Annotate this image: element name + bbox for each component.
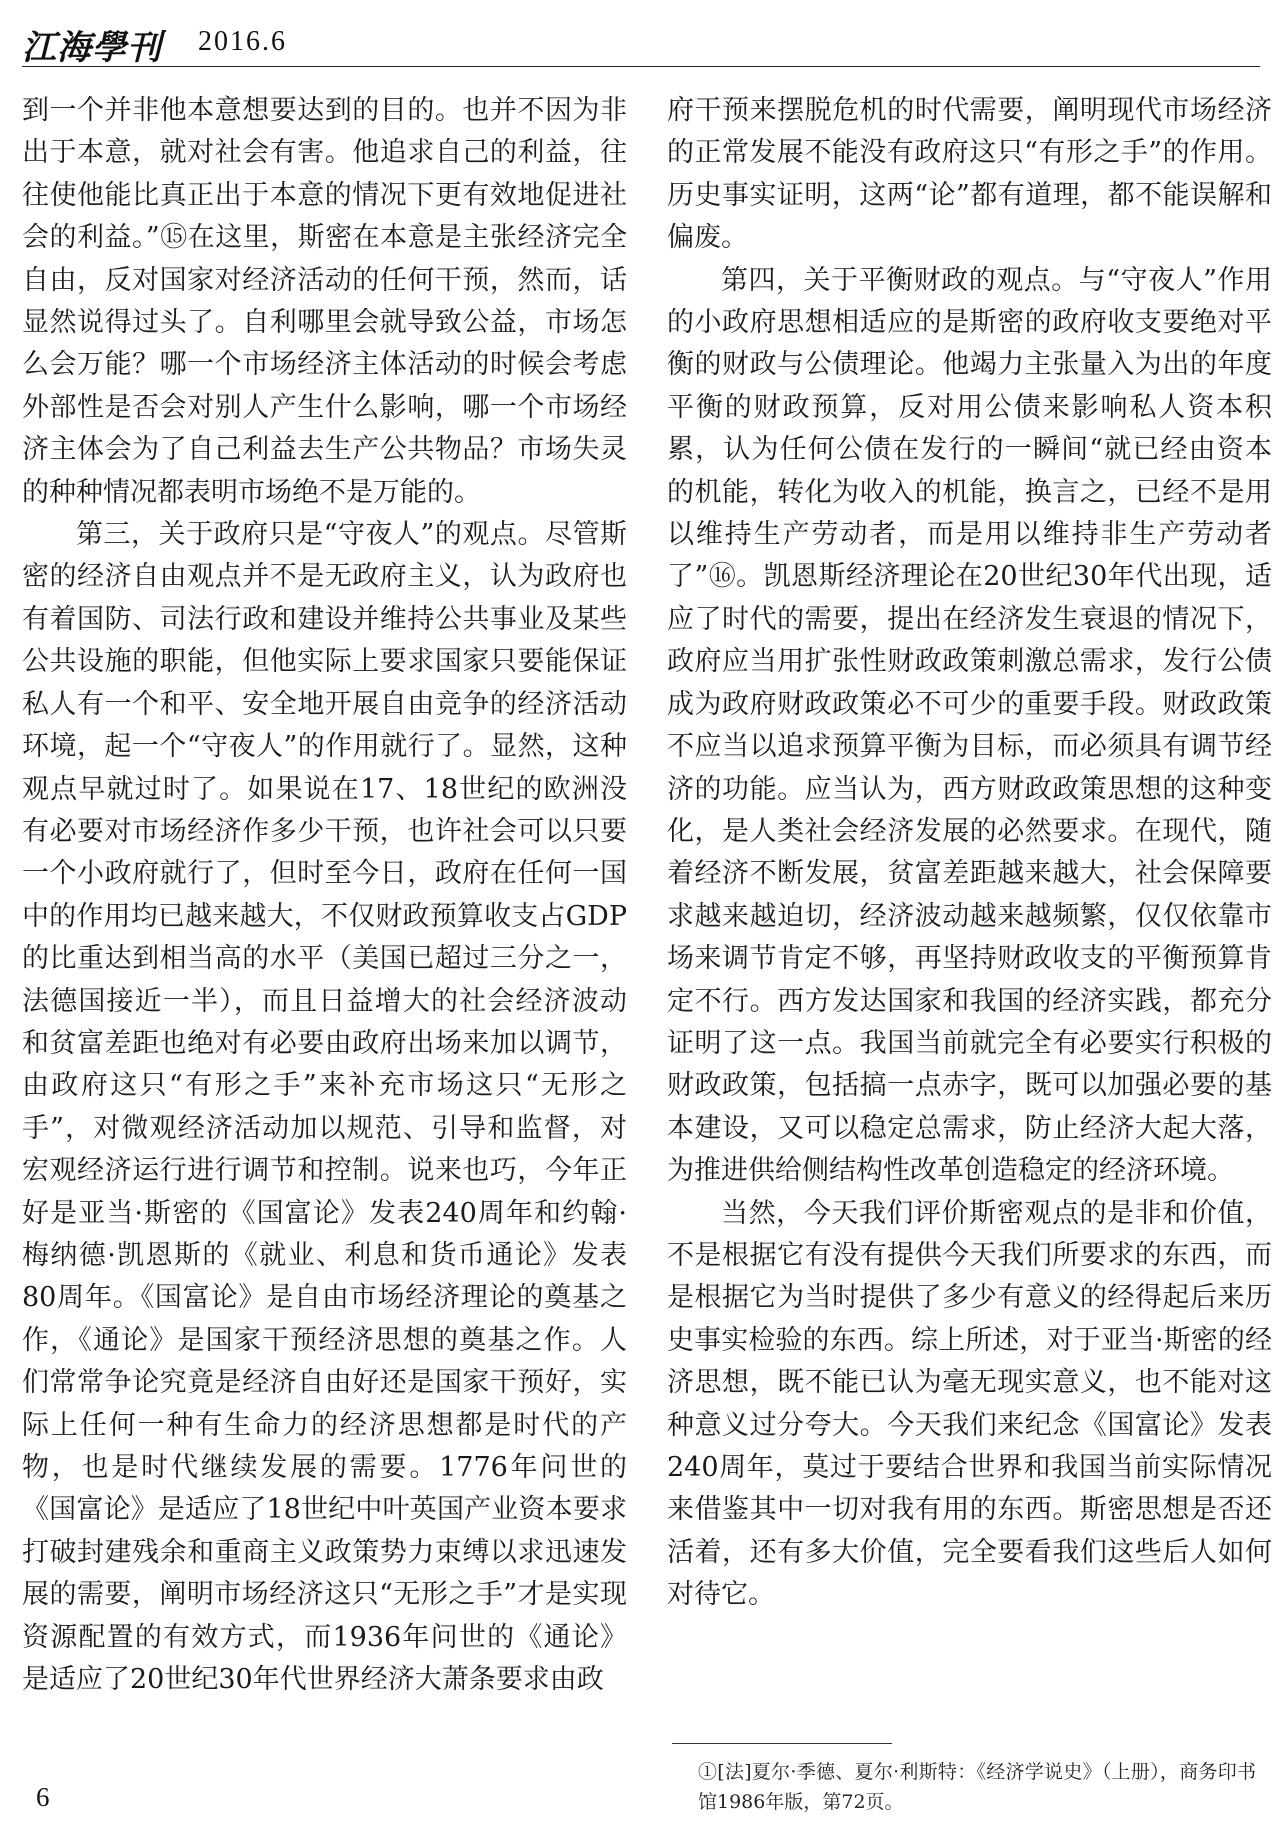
paragraph: 第三，关于政府只是“守夜人”的观点。尽管斯密的经济自由观点并不是无政府主义，认为政府也有着国防、司法行政和建设并维持公共事业及某些公共设施的职能，但他实际上要求国家只要能保证私人有一个和平、安全地开展自由竞争的经济活动环境，起一个“守夜人”的作用就行了。显然，这种观点早就过时了。如果说在17、18世纪的欧洲没有必要对市场经济作多少干预，也许社会可以只要一个小政府就行了，但时至今日，政府在任何一国中的作用均已越来越大，不仅财政预算收支占GDP的比重达到相当高的水平（美国已超过三分之一，法德国接近一半），而且日益增大的社会经济波动和贫富差距也绝对有必要由政府出场来加以调节，由政府这只“有形之手”来补充市场这只“无形之手”，对微观经济活动加以规范、引导和监督，对宏观经济运行进行调节和控制。说来也巧，今年正好是亚当·斯密的《国富论》发表240周年和约翰·梅纳德·凯恩斯的《就业、利息和货币通论》发表80周年。《国富论》是自由市场经济理论的奠基之作，《通论》是国家干预经济思想的奠基之作。人们常常争论究竟是经济自由好还是国家干预好，实际上任何一种有生命力的经济思想都是时代的产物，也是时代继续发展的需要。1776年问世的《国富论》是适应了18世纪中叶英国产业资本要求打破封建残余和重商主义政策势力束缚以求迅速发展的需要，阐明市场经济这只“无形之手”才是实现资源配置的有效方式，而1936年问世的《通论》是适应了20世纪30年代世界经济大萧条要求由政 bbox=[22, 519, 627, 1696]
issue-number: 2016.6 bbox=[198, 26, 287, 57]
running-header bbox=[22, 16, 1262, 66]
footnote: ①[法]夏尔·季德、夏尔·利斯特：《经济学说史》（上册），商务印书馆1986年版，第72页。 bbox=[698, 1761, 1256, 1813]
paragraph: 到一个并非他本意想要达到的目的。也并不因为非出于本意，就对社会有害。他追求自己的利益，往往使他能比真正出于本意的情况下更有效地促进社会的利益。”⑮在这里，斯密在本意是主张经济完全自由，反对国家对经济活动的任何干预，然而，话显然说得过头了。自利哪里会就导致公益，市场怎么会万能？哪一个市场经济主体活动的时候会考虑外部性是否会对别人产生什么影响，哪一个市场经济主体会为了自己利益去生产公共物品？市场失灵的种种情况都表明市场绝不是万能的。 bbox=[22, 95, 627, 508]
page-number: 6 bbox=[36, 1782, 50, 1812]
paragraph: 当然，今天我们评价斯密观点的是非和价值，不是根据它有没有提供今天我们所要求的东西，而是根据它为当时提供了多少有意义的经得起后来历史事实检验的东西。综上所述，对于亚当·斯密的经济思想，既不能已认为毫无现实意义，也不能对这种意义过分夸大。今天我们来纪念《国富论》发表240周年，莫过于要结合世界和我国当前实际情况来借鉴其中一切对我有用的东西。斯密思想是否还活着，还有多大价值，完全要看我们这些后人如何对待它。 bbox=[667, 1197, 1272, 1611]
header-rule bbox=[22, 66, 1260, 67]
journal-logo: 江海學刊 bbox=[22, 28, 162, 68]
right-column bbox=[667, 90, 1272, 1617]
paragraph: 第四，关于平衡财政的观点。与“守夜人”作用的小政府思想相适应的是斯密的政府收支要绝对平衡的财政与公债理论。他竭力主张量入为出的年度平衡的财政预算，反对用公债来影响私人资本积累，认为任何公债在发行的一瞬间“就已经由资本的机能，转化为收入的机能，换言之，已经不是用以维持生产劳动者，而是用以维持非生产劳动者了”⑯。凯恩斯经济理论在20世纪30年代出现，适应了时代的需要，提出在经济发生衰退的情况下，政府应当用扩张性财政政策刺激总需求，发行公债成为政府财政政策必不可少的重要手段。财政政策不应当以追求预算平衡为目标，而必须具有调节经济的功能。应当认为，西方财政政策思想的这种变化，是人类社会经济发展的必然要求。在现代，随着经济不断发展，贫富差距越来越大，社会保障要求越来越迫切，经济波动越来越频繁，仅仅依靠市场来调节肯定不够，再坚持财政收支的平衡预算肯定不行。西方发达国家和我国的经济实践，都充分证明了这一点。我国当前就完全有必要实行积极的财政政策，包括搞一点赤字，既可以加强必要的基本建设，又可以稳定总需求，防止经济大起大落，为推进供给侧结构性改革创造稳定的经济环境。 bbox=[667, 264, 1272, 1187]
left-column bbox=[22, 90, 627, 1701]
paragraph: 府干预来摆脱危机的时代需要，阐明现代市场经济的正常发展不能没有政府这只“有形之手”的作用。历史事实证明，这两“论”都有道理，都不能误解和偏废。 bbox=[667, 95, 1272, 254]
footnote-divider bbox=[672, 1743, 892, 1744]
